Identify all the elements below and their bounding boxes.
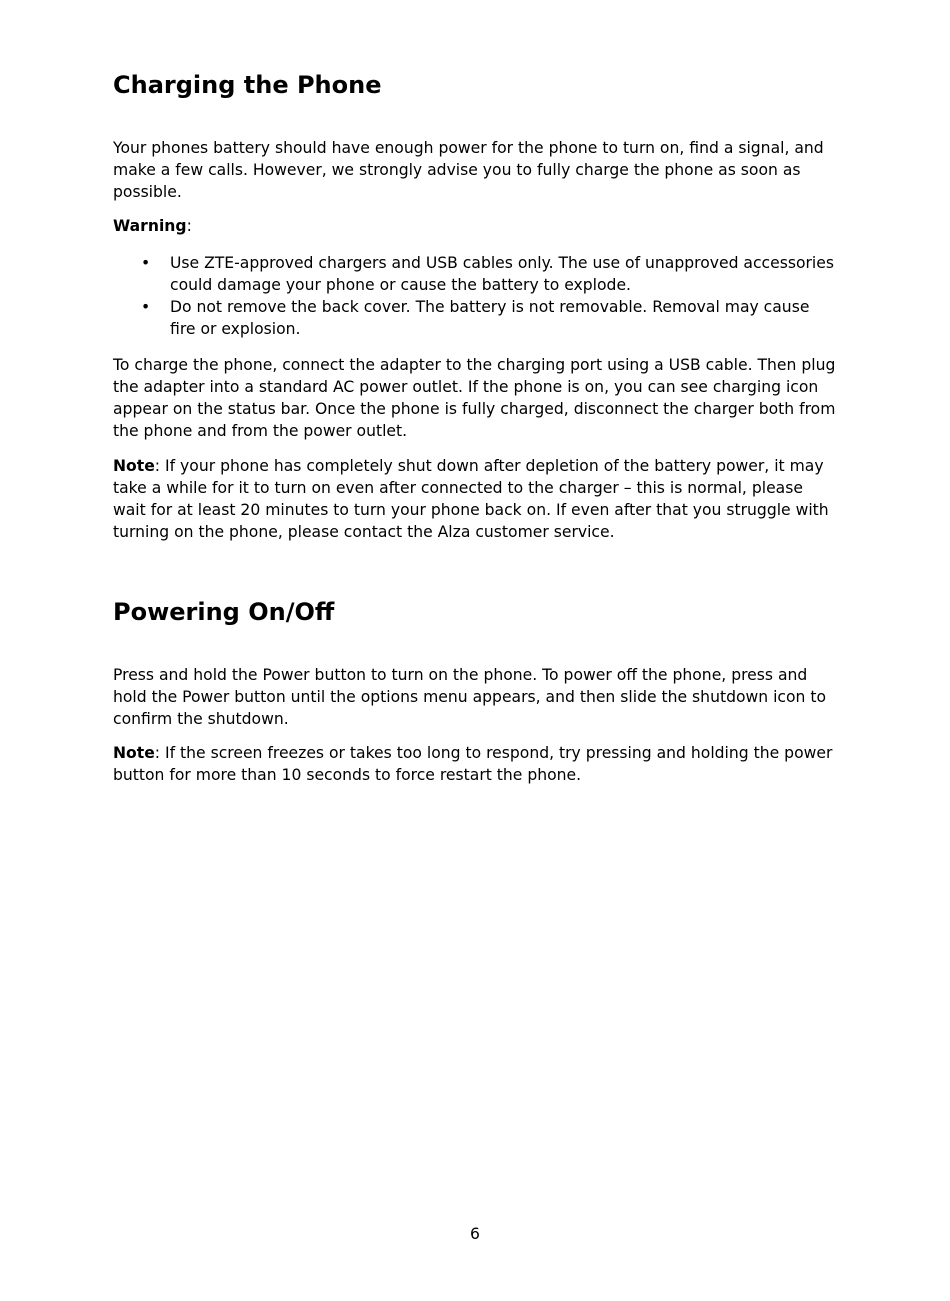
page-number: 6: [470, 1225, 480, 1243]
power-instructions-paragraph: Press and hold the Power button to turn on the phone. To power off the phone, press and hold the Power button until the options menu appears, and then slide the shutdown icon to confirm the shutdown.: [113, 666, 827, 728]
charge-instructions-paragraph: To charge the phone, connect the adapter to the charging port using a USB cable. Then plug the adapter into a standard AC power outlet. If the phone is on, you can see charging icon appear on the status bar. Once the phone is fully charged, disconnect the charger both from the phone and from the power outlet.: [113, 356, 836, 440]
note-text: : If the screen freezes or takes too long to respond, try pressing and holding the power button for more than 10 seconds to force restart the phone.: [113, 744, 833, 784]
note-label: Note: [113, 744, 155, 762]
warning-colon: :: [186, 217, 192, 235]
charging-note-paragraph: [113, 455, 837, 543]
charging-intro-paragraph: Your phones battery should have enough power for the phone to turn on, find a signal, and make a few calls. However, we strongly advise you to fully charge the phone as soon as possible.: [113, 139, 824, 201]
list-item: [113, 296, 837, 340]
note-label: Note: [113, 457, 155, 475]
bullet-icon: •: [141, 254, 151, 272]
note-text: : If your phone has completely shut down after depletion of the battery power, it may take a while for it to turn on even after connected to the charger – this is normal, please wait for at least 20 minutes to turn your phone back on. If even after that you struggle with turning on the phone, please contact the Alza customer service.: [113, 457, 829, 541]
section-title-powering: Powering On/Off: [113, 598, 335, 626]
bullet-icon: •: [141, 298, 151, 316]
warning-item-text: Use ZTE-approved chargers and USB cables only. The use of unapproved accessories could damage your phone or cause the battery to explode.: [170, 254, 834, 294]
warning-label: Warning: [113, 217, 187, 235]
section-title-charging: Charging the Phone: [113, 71, 382, 99]
warning-heading: [113, 215, 192, 237]
warning-item-text: Do not remove the back cover. The battery is not removable. Removal may cause fire or explosion.: [170, 298, 810, 338]
power-note-paragraph: [113, 742, 837, 786]
warning-list: [113, 252, 837, 340]
list-item: [113, 252, 837, 296]
